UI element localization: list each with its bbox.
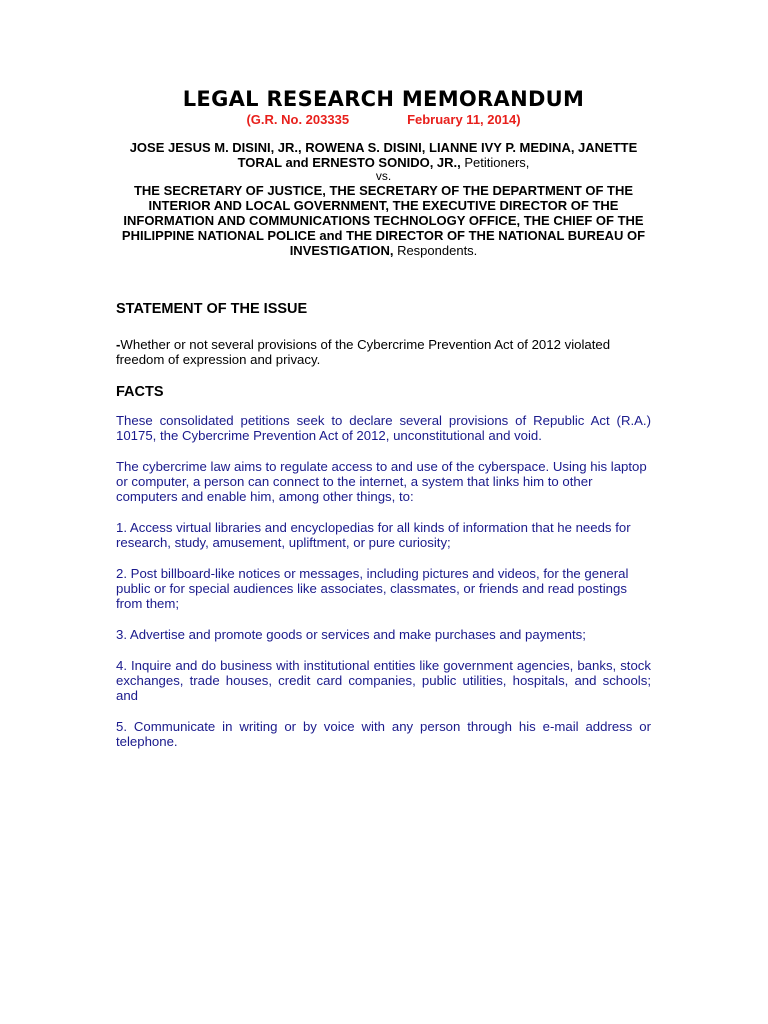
petitioners <box>116 140 651 170</box>
respondents-names: THE SECRETARY OF JUSTICE, THE SECRETARY OF THE DEPARTMENT OF THE INTERIOR AND LOCAL GOVERNMENT, THE EXECUTIVE DIRECTOR OF THE INFORMATION AND COMMUNICATIONS TECHNOLOGY OFFICE, THE CHIEF OF THE PHILIPPINE NATIONAL POLICE and THE DIRECTOR OF THE NATIONAL BUREAU OF INVESTIGATION, <box>121 183 646 258</box>
facts-item-5: 5. Communicate in writing or by voice with any person through his e-mail address or telephone. <box>116 719 651 749</box>
facts-item-4: 4. Inquire and do business with institutional entities like government agencies, banks, stock exchanges, trade houses, credit card companies, public utilities, hospitals, and schools; and <box>116 658 651 703</box>
case-parties <box>116 140 651 258</box>
issue-statement <box>116 337 651 367</box>
gr-number: (G.R. No. 203335 <box>246 112 350 127</box>
decision-date: February 11, 2014) <box>407 112 521 127</box>
issue-text: Whether or not several provisions of the Cybercrime Prevention Act of 2012 violated freedom of expression and privacy. <box>116 337 611 367</box>
issue-dash: - <box>116 337 121 352</box>
facts-paragraph-law-aims: The cybercrime law aims to regulate access to and use of the cyberspace. Using his laptop or computer, a person can connect to the internet, a system that links him to other computers and enable him, among other things, to: <box>116 459 647 504</box>
facts-item-2: 2. Post billboard-like notices or messages, including pictures and videos, for the general public or for special audiences like associates, classmates, or friends and read postings from them; <box>116 566 629 611</box>
facts-heading: FACTS <box>116 384 164 400</box>
petitioners-role: Petitioners, <box>460 155 530 170</box>
respondents-role: Respondents. <box>393 243 478 258</box>
facts-paragraph-petitions: These consolidated petitions seek to declare several provisions of Republic Act (R.A.) 10175, the Cybercrime Prevention Act of 2012, unconstitutional and void. <box>116 413 651 443</box>
facts-item-1: 1. Access virtual libraries and encyclopedias for all kinds of information that he needs for research, study, amusement, upliftment, or pure curiosity; <box>116 520 631 550</box>
facts-item-3: 3. Advertise and promote goods or services and make purchases and payments; <box>116 627 586 642</box>
petitioners-names: JOSE JESUS M. DISINI, JR., ROWENA S. DISINI, LIANNE IVY P. MEDINA, JANETTE TORAL and ERNESTO SONIDO, JR., <box>129 140 638 170</box>
document-page <box>116 86 651 749</box>
case-reference <box>116 112 651 128</box>
issue-heading: STATEMENT OF THE ISSUE <box>116 301 308 317</box>
versus-label: vs. <box>375 169 392 183</box>
respondents <box>116 183 651 258</box>
document-title: LEGAL RESEARCH MEMORANDUM <box>182 87 585 111</box>
